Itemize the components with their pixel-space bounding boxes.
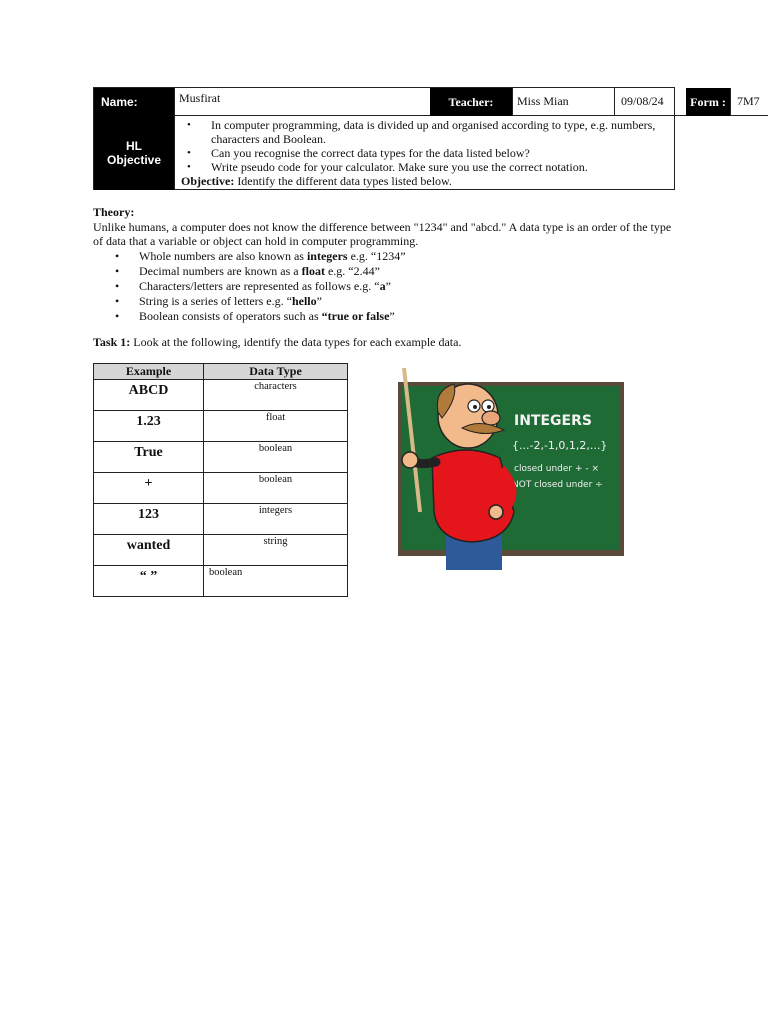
table-row	[94, 473, 348, 504]
theory-item-bold: integers	[306, 248, 348, 263]
theory-item-bold: “true or false	[321, 308, 390, 323]
teacher-chalkboard-illustration	[396, 362, 626, 570]
example-cell: wanted	[94, 535, 204, 566]
date-value: 09/08/24	[614, 88, 686, 116]
theory-item-text: String is a series of letters e.g. “	[139, 293, 292, 308]
board-title: INTEGERS	[514, 413, 592, 429]
theory-item-text: ”	[385, 278, 391, 293]
theory-section	[93, 205, 678, 324]
theory-item-bold: hello	[291, 293, 317, 308]
example-cell: “ ”	[94, 566, 204, 597]
task-text: Look at the following, identify the data types for each example data.	[130, 335, 462, 349]
data-type-cell[interactable]: boolean	[204, 442, 348, 473]
column-header-example: Example	[94, 364, 204, 380]
theory-item	[139, 294, 678, 309]
table-row	[94, 442, 348, 473]
theory-item-bold: float	[301, 263, 325, 278]
data-type-cell[interactable]: boolean	[204, 566, 348, 597]
objective-label: Objective	[106, 153, 162, 167]
theory-item-text: ”	[389, 308, 395, 323]
objective-box	[174, 116, 676, 190]
theory-item-text: Characters/letters are represented as follows e.g. “	[139, 278, 380, 293]
header-table	[93, 87, 760, 190]
example-cell: ABCD	[94, 380, 204, 411]
data-type-table	[93, 363, 348, 597]
board-set: {...-2,-1,0,1,2,...}	[512, 439, 608, 452]
theory-intro: Unlike humans, a computer does not know the difference between "1234" and "abcd." A data type is an order of the type of data that a variable or object can hold in computer programming.	[93, 219, 672, 248]
form-value: 7M7	[730, 88, 768, 116]
table-row	[94, 504, 348, 535]
table-header-row	[94, 364, 348, 380]
board-line-1: closed under + - ×	[514, 464, 600, 474]
example-cell: True	[94, 442, 204, 473]
column-header-data-type: Data Type	[204, 364, 348, 380]
objective-bullets	[181, 118, 670, 174]
table-row	[94, 411, 348, 442]
theory-item	[139, 264, 678, 279]
theory-heading: Theory:	[93, 205, 135, 219]
theory-item	[139, 309, 678, 324]
objective-bullet: • Write pseudo code for your calculator. Make sure you use the correct notation.	[211, 160, 670, 174]
objective-text: Identify the different data types listed below.	[234, 174, 452, 188]
theory-item-text: Boolean consists of operators such as	[139, 308, 322, 323]
objective-bullet: • In computer programming, data is divided up and organised according to type, e.g. numbers, characters and Boolean.	[211, 118, 670, 146]
theory-item-text: ”	[316, 293, 322, 308]
pupil	[487, 405, 491, 409]
hl-label: HL	[126, 139, 142, 153]
nose	[482, 411, 500, 425]
objective-line	[181, 174, 670, 188]
task-instruction	[93, 335, 461, 350]
theory-item-text: e.g. “1234”	[347, 248, 406, 263]
table-row	[94, 566, 348, 597]
theory-item-bold: a	[379, 278, 386, 293]
theory-item-text: Whole numbers are also known as	[139, 248, 307, 263]
task-bold: Task 1:	[93, 335, 131, 349]
board-line-2: NOT closed under ÷	[512, 480, 603, 490]
example-cell: 1.23	[94, 411, 204, 442]
form-label: Form :	[686, 88, 730, 116]
data-type-cell[interactable]: boolean	[204, 473, 348, 504]
data-type-cell[interactable]: integers	[204, 504, 348, 535]
example-cell: 123	[94, 504, 204, 535]
example-cell: +	[94, 473, 204, 504]
theory-item-text: e.g. “2.44”	[324, 263, 380, 278]
teacher-label: Teacher:	[430, 88, 512, 116]
red-shirt	[432, 450, 514, 542]
objective-bullet: • Can you recognise the correct data types for the data listed below?	[211, 146, 670, 160]
data-type-cell[interactable]: float	[204, 411, 348, 442]
name-label: Name:	[94, 88, 174, 116]
theory-list	[93, 249, 678, 324]
data-type-cell[interactable]: string	[204, 535, 348, 566]
pupil	[473, 405, 477, 409]
theory-item	[139, 249, 678, 264]
objective-bold: Objective:	[181, 174, 235, 188]
data-type-cell[interactable]: characters	[204, 380, 348, 411]
hl-objective-label	[94, 116, 174, 190]
table-row	[94, 535, 348, 566]
hip-hand-icon	[489, 505, 503, 519]
hand-icon	[402, 452, 418, 468]
teacher-value: Miss Mian	[512, 88, 614, 116]
theory-item-text: Decimal numbers are known as a	[139, 263, 302, 278]
name-value: Musfirat	[174, 88, 430, 116]
table-row	[94, 380, 348, 411]
theory-item	[139, 279, 678, 294]
